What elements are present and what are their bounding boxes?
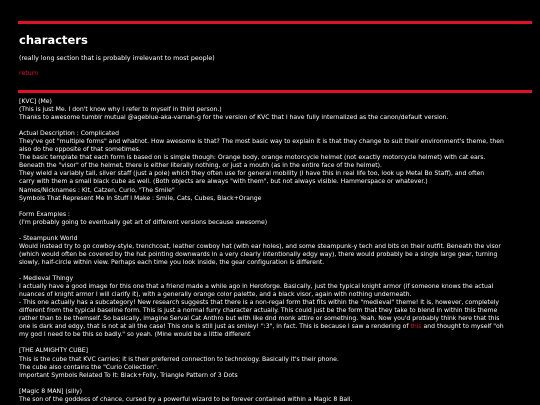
- text-line-content: [Magic 8 MAN] (silly): [19, 387, 83, 395]
- text-line: [19, 347, 531, 355]
- text-line: [19, 187, 531, 195]
- text-line-content: Actual Description : Complicated: [19, 130, 120, 138]
- text-line: [19, 364, 531, 372]
- text-line-content: [THE ALMIGHTY CUBE]: [19, 347, 89, 355]
- text-line-content: and thought to myself "oh: [421, 323, 504, 331]
- text-line-content: (This is just Me. I don't know why I refer to myself in third person.): [19, 106, 222, 114]
- paragraph-gap: [19, 122, 531, 130]
- text-line: [19, 98, 531, 106]
- text-line-content: also do the opposite of that sometimes.: [19, 146, 141, 154]
- text-line-content: The cube also contains the "Curio Collection".: [19, 363, 159, 371]
- text-line: [19, 259, 531, 267]
- text-line-content: Names/Nicknames : Kit, Catzen, Curio, "The Smile": [19, 186, 175, 194]
- character-description: [19, 98, 531, 404]
- text-line: [19, 195, 531, 203]
- text-line: [19, 130, 531, 138]
- text-line: [19, 178, 531, 186]
- text-line: [19, 307, 531, 315]
- text-line: [19, 356, 531, 364]
- text-line: [19, 219, 531, 227]
- text-line: [19, 211, 531, 219]
- paragraph-gap: [19, 267, 531, 275]
- text-line: [19, 243, 531, 251]
- paragraph-gap: [19, 203, 531, 211]
- text-line-content: They wield a variably tall, silver staff (just a pole) which they often use for general mobility (I have this in real life too, look up Metal Bo Staff), and often: [19, 170, 485, 178]
- text-line-content: Symbols That Represent Me In Stuff I Make : Smile, Cats, Cubes, Black+Orange: [19, 194, 262, 202]
- text-line-content: carry with them a small black cube as well. (Both objects are always "with them", but not always visible. Hammerspace or whatever.): [19, 178, 428, 186]
- text-line: [19, 315, 531, 323]
- text-line-content: Important Symbols Related To It: Black+Folly, Triangle Pattern of 3 Dots: [19, 371, 238, 379]
- text-line-content: - Medieval Thingy: [19, 275, 74, 283]
- text-line: [19, 388, 531, 396]
- text-line-content: Would instead try to go cowboy-style, trenchcoat, leather cowboy hat (with ear holes), and some steampunk-y tech and bits on their outfit. Beneath the visor: [19, 242, 501, 250]
- text-line: [19, 291, 531, 299]
- text-line-content: (I'm probably going to eventually get art of different versions because awesome): [19, 218, 268, 226]
- text-line: [19, 106, 531, 114]
- text-line: [19, 235, 531, 243]
- page-title: characters: [19, 33, 88, 47]
- text-line: [19, 154, 531, 162]
- text-line-content: slowly, half-circle within view. Perhaps each time you look inside, the gear configuration is different.: [19, 258, 325, 266]
- text-line: [19, 396, 531, 404]
- text-line-content: [KVC] (Me): [19, 98, 52, 105]
- text-line: [19, 275, 531, 283]
- text-line-content: - Steampunk World: [19, 234, 78, 242]
- text-line-content: I actually have a good image for this one that a friend made a while ago in Heroforge. Basically, just the typical knight armor (if someone knows the actual: [19, 283, 494, 291]
- text-line: [19, 251, 531, 259]
- text-line-content: Thanks to awesome tumblr mutual @ageblue-aka-varnah-g for the version of KVC that I have fully internalized as the canon/default version.: [19, 114, 449, 122]
- text-line-content: They've got "multiple forms" and whatnot. How awesome is that? The most basic way to explain it is that they change to suit their environment's theme, then: [19, 138, 504, 146]
- text-line-content: (which would often be covered by the hat pointing downwards in a very clearly intentionally edgy way), there would probably be a single large gear, turning: [19, 250, 498, 258]
- paragraph-gap: [19, 380, 531, 388]
- text-line-content: different from the typical baseline form. This is just a normal furry character actually. This could just be the form that they take to blend in within this theme: [19, 307, 498, 315]
- paragraph-gap: [19, 339, 531, 347]
- text-line-content: The son of the goddess of chance, cursed by a powerful wizard to be forever contained within a Magic 8 Ball.: [19, 395, 353, 403]
- text-line: [19, 162, 531, 170]
- text-line-content: nuances of knight armor I will clarify it), with a generally orange color palette, and a black visor, again with nothing underneath.: [19, 291, 412, 299]
- section-divider: [18, 90, 532, 93]
- text-line: [19, 138, 531, 146]
- paragraph-gap: [19, 227, 531, 235]
- text-line: [19, 283, 531, 291]
- return-link[interactable]: return: [19, 70, 39, 77]
- text-line: [19, 146, 531, 154]
- text-line: [19, 170, 531, 178]
- text-line: [19, 323, 531, 331]
- text-line-content: This is the cube that KVC carries; it is their preferred connection to technology. Basically it's their phone.: [19, 355, 339, 363]
- text-line-content: Beneath the "visor" of the helmet, there is either literally nothing, or just a mouth (as in the entire face of the helmet).: [19, 162, 382, 170]
- text-line-content: The basic template that each form is based on is simple though: Orange body, orange motorcycle helmet (not exactly motorcycle helmet) with cat ears.: [19, 154, 486, 162]
- page-subtitle: (really long section that is probably irrelevant to most people): [19, 55, 215, 62]
- text-line-content: rather than to be themself. So basically, imagine Serval Cat Anthro but with like dnd monk attire or something. Yeah. Now you'd probably think here that this: [19, 315, 500, 323]
- text-line-content: my god I need to be this so badly." so yeah. (Mine would be a little different: [19, 331, 251, 339]
- text-line-content: - This one actually has a subcategory! New research suggests that there is a non-regal form that fits within the "medieval" theme! It is, however, completely: [19, 299, 500, 307]
- text-line: [19, 114, 531, 122]
- text-line: [19, 372, 531, 380]
- text-line: [19, 299, 531, 307]
- top-divider: [18, 21, 532, 24]
- text-line-content: Form Examples :: [19, 210, 70, 218]
- inline-link[interactable]: this: [410, 323, 422, 331]
- text-line: [19, 331, 531, 339]
- text-line-content: one is dark and edgy, that is not at all the case! This one is still just as smiley! ":3", in fact. This is because I saw a rendering of: [19, 323, 411, 331]
